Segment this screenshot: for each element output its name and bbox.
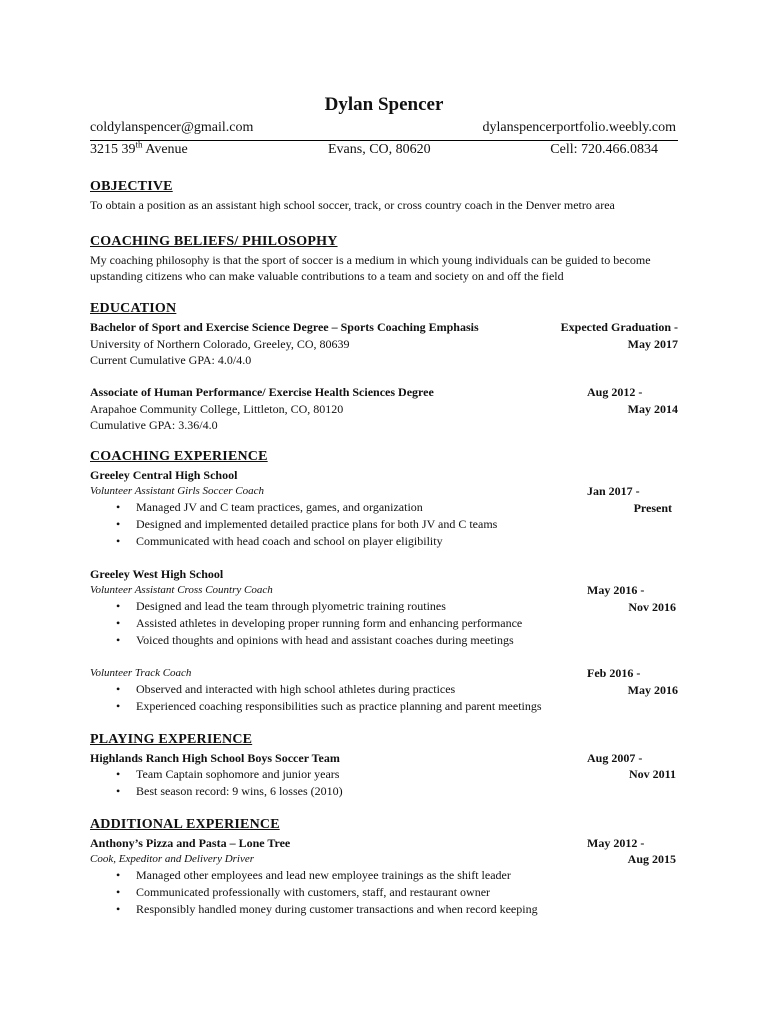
date-end: May 2016 <box>627 683 678 697</box>
job-role: Volunteer Track Coach <box>90 667 192 679</box>
address-text <box>90 139 188 158</box>
bullet-list <box>90 766 343 800</box>
email-text: coldylanspencer@gmail.com <box>90 120 254 135</box>
resume-name: Dylan Spencer <box>324 94 444 115</box>
list-item: • Managed other employees and lead new employee trainings as the shift leader <box>90 867 538 884</box>
date-start: Aug 2007 - <box>587 751 643 765</box>
job-role: Volunteer Assistant Cross Country Coach <box>90 584 273 596</box>
date-start: Aug 2012 - <box>587 385 643 399</box>
job-role: Volunteer Assistant Girls Soccer Coach <box>90 485 264 497</box>
philosophy-heading: COACHING BELIEFS/ PHILOSOPHY <box>90 234 338 249</box>
bullet-list <box>90 867 538 918</box>
list-item: • Voiced thoughts and opinions with head and assistant coaches during meetings <box>90 632 522 649</box>
objective-heading: OBJECTIVE <box>90 179 173 194</box>
date-end: Nov 2016 <box>628 600 676 614</box>
date-start: May 2016 - <box>587 583 645 597</box>
degree-title: Associate of Human Performance/ Exercise Health Sciences Degree <box>90 385 434 399</box>
website-text: dylanspencerportfolio.weebly.com <box>482 120 676 135</box>
date-end: May 2017 <box>627 337 678 351</box>
address-street: Avenue <box>142 142 188 157</box>
organization-name: Highlands Ranch High School Boys Soccer Team <box>90 751 340 765</box>
bullet-list <box>90 681 542 715</box>
bullet-list <box>90 499 497 550</box>
list-item: • Managed JV and C team practices, games, and organization <box>90 499 497 516</box>
organization-name: Anthony’s Pizza and Pasta – Lone Tree <box>90 836 291 850</box>
education-heading: EDUCATION <box>90 301 177 316</box>
date-start: Feb 2016 - <box>587 666 641 680</box>
list-item: • Experienced coaching responsibilities such as practice planning and parent meetings <box>90 698 542 715</box>
school-name: Arapahoe Community College, Littleton, CO, 80120 <box>90 402 344 416</box>
philosophy-line-1: My coaching philosophy is that the sport of soccer is a medium in which young individuals can be guided to become <box>90 253 651 267</box>
philosophy-line-2: upstanding citizens who can make valuable contributions to a team and society on and off the field <box>90 269 564 283</box>
additional-heading: ADDITIONAL EXPERIENCE <box>90 817 280 832</box>
cell-text: Cell: 720.466.0834 <box>550 142 658 157</box>
job-role: Cook, Expeditor and Delivery Driver <box>90 853 255 865</box>
organization-name: Greeley West High School <box>90 567 224 581</box>
date-start: Expected Graduation - <box>560 320 678 334</box>
organization-name: Greeley Central High School <box>90 468 238 482</box>
list-item: • Assisted athletes in developing proper running form and enhancing performance <box>90 615 522 632</box>
address-number: 3215 39 <box>90 142 136 157</box>
list-item: • Designed and implemented detailed practice plans for both JV and C teams <box>90 516 497 533</box>
list-item: • Designed and lead the team through plyometric training routines <box>90 598 522 615</box>
city-text: Evans, CO, 80620 <box>328 142 431 157</box>
header-divider <box>90 140 678 141</box>
list-item: • Team Captain sophomore and junior years <box>90 766 343 783</box>
date-start: Jan 2017 - <box>587 484 640 498</box>
list-item: • Responsibly handled money during customer transactions and when record keeping <box>90 901 538 918</box>
school-name: University of Northern Colorado, Greeley, CO, 80639 <box>90 337 350 351</box>
address-superscript: th <box>135 139 143 150</box>
list-item: • Observed and interacted with high school athletes during practices <box>90 681 542 698</box>
gpa-text: Current Cumulative GPA: 4.0/4.0 <box>90 353 252 367</box>
coaching-heading: COACHING EXPERIENCE <box>90 449 268 464</box>
date-end: May 2014 <box>627 402 678 416</box>
gpa-text: Cumulative GPA: 3.36/4.0 <box>90 418 218 432</box>
date-end: Aug 2015 <box>627 852 676 866</box>
degree-title: Bachelor of Sport and Exercise Science Degree – Sports Coaching Emphasis <box>90 320 479 334</box>
bullet-list <box>90 598 522 649</box>
date-start: May 2012 - <box>587 836 645 850</box>
list-item: • Best season record: 9 wins, 6 losses (2010) <box>90 783 343 800</box>
playing-heading: PLAYING EXPERIENCE <box>90 732 253 747</box>
list-item: • Communicated with head coach and school on player eligibility <box>90 533 497 550</box>
objective-text: To obtain a position as an assistant high school soccer, track, or cross country coach in the Denver metro area <box>90 198 615 212</box>
date-end: Nov 2011 <box>628 767 676 781</box>
list-item: • Communicated professionally with customers, staff, and restaurant owner <box>90 884 538 901</box>
date-end: Present <box>633 501 672 515</box>
